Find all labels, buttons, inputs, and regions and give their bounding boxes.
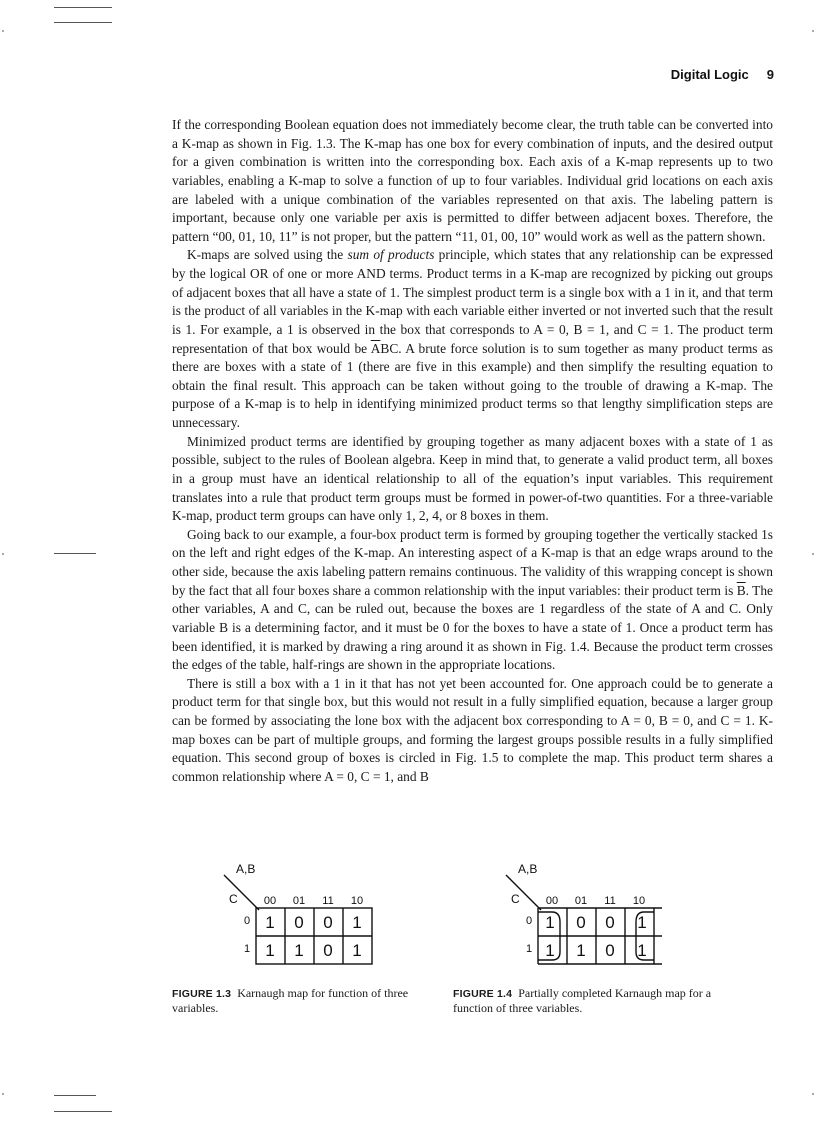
kmap-cell: 0 — [294, 913, 304, 932]
paragraph-4 — [172, 526, 773, 675]
page-number: 9 — [766, 67, 774, 82]
axis-label-ab: A,B — [518, 862, 538, 876]
kmap-cell: 1 — [265, 941, 275, 960]
crop-mark — [54, 553, 96, 554]
row-label: 1 — [525, 943, 533, 955]
kmap-cell: 1 — [637, 913, 647, 932]
edge-dot — [812, 553, 814, 555]
text-run: BC. A brute force solution is to sum together as many product terms as there are boxes with a state of 1 (there are five in this example) and then simplify the resulting equation to obtain the final result. This approach can be taken without going to the trouble of drawing a K-map. The purpose of a K-map is to help in identifying minimized product terms so that lengthy simplification steps are unnecessary. — [172, 340, 774, 430]
edge-dot — [2, 553, 4, 555]
kmap-figure-1-4 — [497, 858, 677, 978]
axis-label-c: C — [229, 892, 238, 906]
col-label: 00 — [263, 895, 277, 907]
axis-label-ab: A,B — [236, 862, 256, 876]
row-label: 0 — [243, 915, 251, 927]
paragraph-1: If the corresponding Boolean equation does not immediately become clear, the truth table can be converted into a K-map as shown in Fig. 1.3. The K-map has one box for every combination of inputs, and the desired output for a given combination is written into the corresponding box. Each axis of a K-map represents up to two variables, enabling a K-map to solve a function of up to four variables. Individual grid locations on each axis are labeled with a unique combination of the variables represented on that axis. The labeling pattern is important, because only one variable per axis is permitted to differ between adjacent boxes. Therefore, the pattern “00, 01, 10, 11” is not proper, but the pattern “11, 01, 00, 10” would work as well as the pattern shown. — [172, 117, 773, 244]
col-label: 01 — [292, 895, 306, 907]
edge-dot — [2, 30, 4, 32]
text-run: . The other variables, A and C, can be ruled out, because the boxes are 1 regardless of the state of A and C. Only variable B is a determining factor, and it must be 0 for the boxes to have a state of 1. Once a product term has been identified, it is marked by drawing a ring around it as shown in Fig. 1.4. Because the product term crosses the edges of the table, half-rings are shown in the appropriate locations. — [172, 582, 773, 673]
col-label: 10 — [632, 895, 646, 907]
kmap-cell: 1 — [576, 941, 586, 960]
kmap-cell: 1 — [352, 941, 362, 960]
body-text — [172, 116, 773, 787]
kmap-figure-1-3 — [215, 858, 395, 978]
paragraph-5: There is still a box with a 1 in it that has not yet been accounted for. One approach could be to generate a product term for that single box, but this would not result in a fully simplified equation, because a larger group can be formed by associating the lone box with the adjacent box corresponding to A = 0, B = 0, and C = 1. K-map boxes can be part of multiple groups, and forming the largest groups possible results in a fully simplified equation. This second group of boxes is circled in Fig. 1.5 to complete the map. This product term shares a common relationship where A = 0, C = 1, and B — [172, 675, 773, 784]
col-label: 10 — [350, 895, 364, 907]
kmap-cell: 1 — [545, 913, 555, 932]
paragraph-2 — [172, 246, 773, 432]
col-label: 11 — [604, 895, 616, 907]
edge-dot — [812, 30, 814, 32]
crop-mark — [54, 7, 112, 8]
caption-text: Karnaugh map for function of three variables. — [172, 986, 409, 1015]
figure-label: FIGURE 1.3 — [172, 988, 232, 1000]
col-label: 11 — [322, 895, 334, 907]
crop-mark — [54, 22, 112, 23]
overlined-variable: $\overline{A}$ — [370, 340, 381, 356]
kmap-cell: 0 — [605, 913, 615, 932]
section-title: Digital Logic — [670, 67, 749, 82]
running-header — [671, 67, 774, 82]
kmap-cell: 0 — [323, 941, 333, 960]
text-run: K-maps are solved using the — [187, 247, 348, 263]
text-run: Going back to our example, a four-box product term is formed by grouping together the vertically stacked 1s on the left and right edges of the K-map. An interesting aspect of a K-map is that an edge wraps around to the other side, because the axis labeling pattern remains continuous. The validity of this wrapping concept is shown by the fact that all four boxes share a common relationship with the input variables: their product term is — [172, 526, 773, 598]
kmap-cell: 1 — [294, 941, 304, 960]
edge-dot — [2, 1093, 4, 1095]
paragraph-3: Minimized product terms are identified by grouping together as many adjacent boxes with a state of 1 as possible, subject to the rules of Boolean algebra. Keep in mind that, to generate a valid product term, all boxes in a group must have an identical relationship to all of the equation’s input variables. This requirement translates into a rule that product term groups must be formed in power-of-two quantities. For a three-variable K-map, product term groups can have only 1, 2, 4, or 8 boxes in them. — [172, 433, 773, 524]
col-label: 00 — [545, 895, 559, 907]
kmap-cell: 0 — [323, 913, 333, 932]
overlined-variable: $\overline{B}$ — [736, 582, 746, 598]
kmap-cell: 1 — [352, 913, 362, 932]
crop-mark — [54, 1095, 96, 1096]
kmap-cell: 0 — [576, 913, 586, 932]
col-label: 01 — [574, 895, 588, 907]
kmap-cell: 0 — [605, 941, 615, 960]
figure-label: FIGURE 1.4 — [453, 988, 513, 1000]
emphasis-term: sum of products — [347, 247, 435, 263]
edge-dot — [812, 1093, 814, 1095]
caption-text: Partially completed Karnaugh map for a function of three variables. — [453, 986, 712, 1015]
figure-caption-1-4 — [453, 986, 723, 1015]
crop-mark — [54, 1111, 112, 1112]
text-run: principle, which states that any relationship can be expressed by the logical OR of one or more AND terms. Product terms in a K-map are recognized by picking out groups of adjacent boxes that all have a state of 1. The simplest product term is a single box with a 1 in it, and that term is the product of all variables in the K-map with each variable either inverted or not inverted such that the result is 1. For example, a 1 is observed in the box that corresponds to A = 0, B = 1, and C = 1. The product term representation of that box would be — [172, 247, 773, 356]
figure-caption-1-3 — [172, 986, 442, 1015]
axis-label-c: C — [511, 892, 520, 906]
kmap-cell: 1 — [265, 913, 275, 932]
row-label: 0 — [525, 915, 533, 927]
kmap-cell: 1 — [545, 941, 555, 960]
kmap-cell: 1 — [637, 941, 647, 960]
row-label: 1 — [243, 943, 251, 955]
